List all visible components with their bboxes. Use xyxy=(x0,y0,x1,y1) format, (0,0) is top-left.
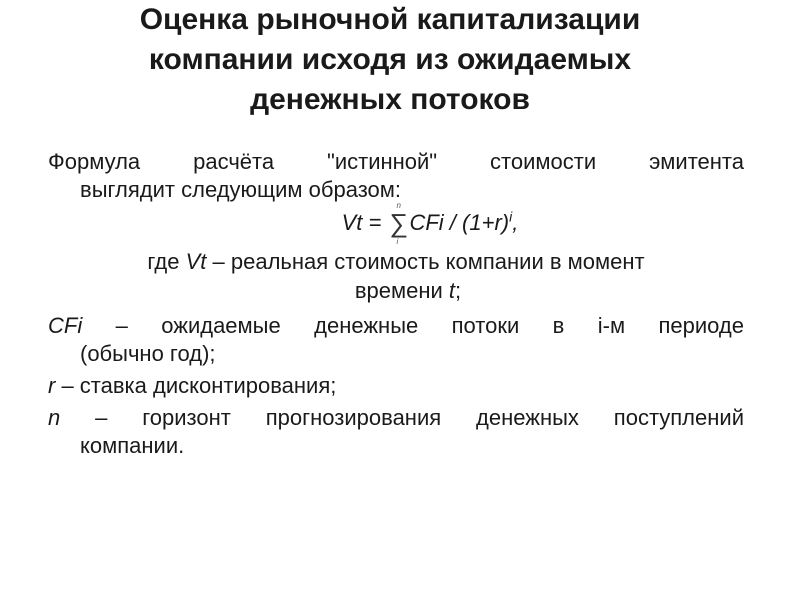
r-text: – ставка дисконтирования; xyxy=(55,373,337,398)
formula-term: CFi / (1+r) xyxy=(409,210,510,235)
n-definition xyxy=(48,404,744,460)
formula xyxy=(0,201,800,246)
where-vt-line-2 xyxy=(60,277,756,305)
n-text-1: – горизонт прогнозирования денежных поступлений xyxy=(60,405,744,430)
sum-lower-limit: i xyxy=(396,237,399,246)
where-t-symbol: t xyxy=(448,278,456,303)
cfi-definition xyxy=(48,312,744,368)
cfi-line-2: (обычно год); xyxy=(80,341,216,366)
where-t-text: времени xyxy=(354,278,449,303)
r-symbol: r xyxy=(48,373,56,398)
r-definition xyxy=(48,372,744,400)
where-prefix: где xyxy=(147,249,186,274)
cfi-text-1: – ожидаемые денежные потоки в і-м периоде xyxy=(82,313,744,338)
intro-line-1: Формула расчёта "истинной" стоимости эмитента xyxy=(48,149,744,174)
cfi-line-1 xyxy=(48,312,744,340)
formula-expression xyxy=(341,201,519,246)
formula-lhs: Vt = xyxy=(341,210,388,235)
title-line-3: денежных потоков xyxy=(250,83,530,116)
formula-trailing: , xyxy=(512,210,519,235)
n-line-2: компании. xyxy=(80,433,185,458)
title-line-1: Оценка рыночной капитализации xyxy=(139,3,641,36)
sum-upper-limit: n xyxy=(396,201,401,210)
n-symbol: n xyxy=(48,405,61,430)
cfi-symbol: CFi xyxy=(48,313,83,338)
n-line-1 xyxy=(48,404,744,432)
sigma-glyph: ∑ xyxy=(389,208,409,238)
where-vt-symbol: Vt xyxy=(185,249,207,274)
title-line-2: компании исходя из ожидаемых xyxy=(148,43,632,76)
intro-line-2: выглядит следующим образом: xyxy=(80,177,402,202)
where-vt-line-1 xyxy=(48,248,744,276)
slide-title xyxy=(40,0,740,120)
summation-sign xyxy=(387,201,409,246)
where-vt-text: – реальная стоимость компании в момент xyxy=(206,249,645,274)
formula-exponent: i xyxy=(509,208,513,225)
intro-paragraph xyxy=(48,148,744,204)
where-t-suffix: ; xyxy=(455,278,462,303)
